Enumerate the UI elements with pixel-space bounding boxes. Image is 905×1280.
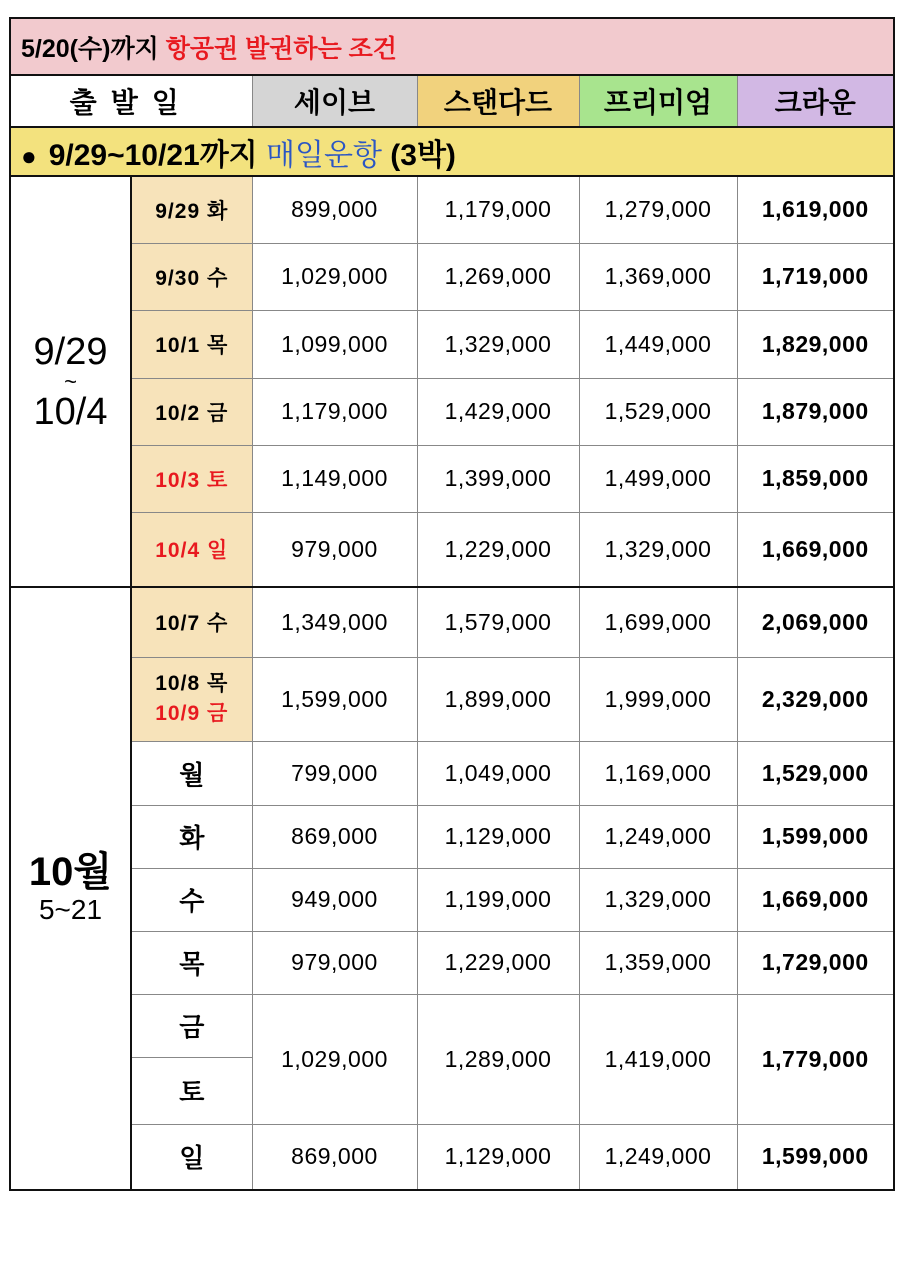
date-cell: 10/7 수 bbox=[131, 587, 252, 657]
weekday-cell: 금 bbox=[131, 994, 252, 1057]
price-save: 979,000 bbox=[252, 931, 417, 994]
price-crown: 1,729,000 bbox=[737, 931, 894, 994]
date-oct9-holiday: 10/9 금 bbox=[155, 702, 229, 725]
price-crown: 1,669,000 bbox=[737, 512, 894, 587]
price-crown: 1,779,000 bbox=[737, 994, 894, 1124]
price-premium: 1,279,000 bbox=[579, 176, 737, 243]
price-premium: 1,249,000 bbox=[579, 805, 737, 868]
price-crown: 1,599,000 bbox=[737, 1124, 894, 1190]
section-daily: 매일운항 bbox=[266, 138, 382, 172]
price-standard: 1,289,000 bbox=[417, 994, 579, 1124]
price-crown: 1,859,000 bbox=[737, 445, 894, 512]
weekday-cell: 월 bbox=[131, 741, 252, 805]
weekday-cell: 화 bbox=[131, 805, 252, 868]
bullet-icon: ● bbox=[21, 140, 37, 171]
price-premium: 1,449,000 bbox=[579, 310, 737, 378]
price-crown: 2,069,000 bbox=[737, 587, 894, 657]
price-save: 1,349,000 bbox=[252, 587, 417, 657]
price-premium: 1,169,000 bbox=[579, 741, 737, 805]
page-title bbox=[10, 18, 894, 75]
price-save: 979,000 bbox=[252, 512, 417, 587]
price-save: 1,149,000 bbox=[252, 445, 417, 512]
price-crown: 1,529,000 bbox=[737, 741, 894, 805]
price-crown: 1,619,000 bbox=[737, 176, 894, 243]
price-standard: 1,399,000 bbox=[417, 445, 579, 512]
date-cell-holiday: 10/3 토 bbox=[131, 445, 252, 512]
group1-tilde: ~ bbox=[64, 368, 77, 394]
price-crown: 1,599,000 bbox=[737, 805, 894, 868]
group2-month: 10월 bbox=[28, 849, 113, 894]
price-crown: 1,829,000 bbox=[737, 310, 894, 378]
price-standard: 1,269,000 bbox=[417, 243, 579, 310]
price-standard: 1,179,000 bbox=[417, 176, 579, 243]
header-crown: 크라운 bbox=[737, 75, 894, 127]
section-range: 9/29~10/21까지 bbox=[48, 138, 258, 172]
date-cell: 10/1 목 bbox=[131, 310, 252, 378]
title-condition: 항공권 발권하는 조건 bbox=[165, 34, 397, 63]
price-premium: 1,999,000 bbox=[579, 657, 737, 741]
price-save: 899,000 bbox=[252, 176, 417, 243]
price-save: 1,179,000 bbox=[252, 378, 417, 445]
price-standard: 1,329,000 bbox=[417, 310, 579, 378]
price-standard: 1,229,000 bbox=[417, 931, 579, 994]
price-standard: 1,579,000 bbox=[417, 587, 579, 657]
price-table bbox=[9, 17, 895, 1191]
group-label-2 bbox=[10, 587, 131, 1190]
group2-range: 5~21 bbox=[38, 893, 103, 925]
header-save: 세이브 bbox=[252, 75, 417, 127]
price-save: 799,000 bbox=[252, 741, 417, 805]
title-date: 5/20(수)까지 bbox=[21, 34, 159, 63]
price-premium: 1,329,000 bbox=[579, 868, 737, 931]
price-save: 1,599,000 bbox=[252, 657, 417, 741]
date-oct8: 10/8 목 bbox=[155, 672, 229, 695]
header-premium: 프리미엄 bbox=[579, 75, 737, 127]
price-standard: 1,429,000 bbox=[417, 378, 579, 445]
date-cell bbox=[131, 657, 252, 741]
price-standard: 1,129,000 bbox=[417, 1124, 579, 1190]
price-standard: 1,899,000 bbox=[417, 657, 579, 741]
header-departure-date: 출발일 bbox=[10, 75, 252, 127]
group-label-1 bbox=[10, 176, 131, 587]
price-crown: 2,329,000 bbox=[737, 657, 894, 741]
price-premium: 1,499,000 bbox=[579, 445, 737, 512]
price-premium: 1,529,000 bbox=[579, 378, 737, 445]
price-crown: 1,879,000 bbox=[737, 378, 894, 445]
section-nights: (3박) bbox=[390, 138, 456, 172]
price-crown: 1,669,000 bbox=[737, 868, 894, 931]
price-premium: 1,419,000 bbox=[579, 994, 737, 1124]
price-standard: 1,229,000 bbox=[417, 512, 579, 587]
weekday-cell: 일 bbox=[131, 1124, 252, 1190]
weekday-cell: 목 bbox=[131, 931, 252, 994]
price-crown: 1,719,000 bbox=[737, 243, 894, 310]
header-standard: 스탠다드 bbox=[417, 75, 579, 127]
weekday-cell: 수 bbox=[131, 868, 252, 931]
price-premium: 1,249,000 bbox=[579, 1124, 737, 1190]
price-standard: 1,199,000 bbox=[417, 868, 579, 931]
price-save: 1,099,000 bbox=[252, 310, 417, 378]
group1-end: 10/4 bbox=[33, 390, 108, 433]
price-save: 1,029,000 bbox=[252, 994, 417, 1124]
date-cell: 10/2 금 bbox=[131, 378, 252, 445]
price-standard: 1,049,000 bbox=[417, 741, 579, 805]
price-premium: 1,329,000 bbox=[579, 512, 737, 587]
section-header bbox=[10, 127, 894, 176]
price-save: 869,000 bbox=[252, 1124, 417, 1190]
date-cell-holiday: 10/4 일 bbox=[131, 512, 252, 587]
price-premium: 1,369,000 bbox=[579, 243, 737, 310]
price-premium: 1,359,000 bbox=[579, 931, 737, 994]
group1-start: 9/29 bbox=[33, 330, 108, 373]
weekday-cell: 토 bbox=[131, 1057, 252, 1124]
date-cell: 9/30 수 bbox=[131, 243, 252, 310]
price-standard: 1,129,000 bbox=[417, 805, 579, 868]
price-save: 1,029,000 bbox=[252, 243, 417, 310]
price-save: 949,000 bbox=[252, 868, 417, 931]
price-premium: 1,699,000 bbox=[579, 587, 737, 657]
price-save: 869,000 bbox=[252, 805, 417, 868]
date-cell: 9/29 화 bbox=[131, 176, 252, 243]
